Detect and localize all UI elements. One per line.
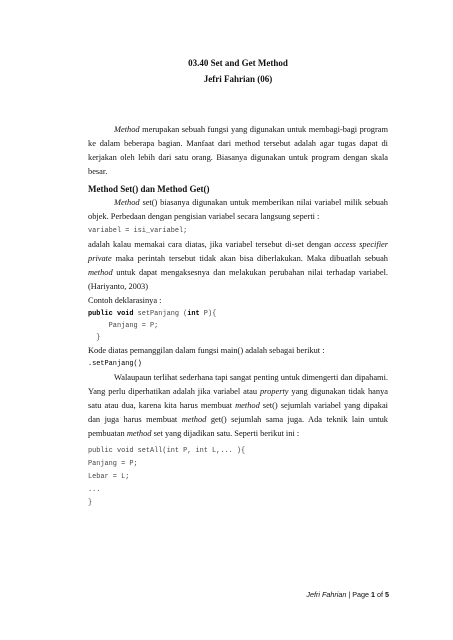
p1-term: Method xyxy=(114,198,140,207)
p4-text-d: get() sejumlah sama juga. Ada teknik lain untuk pembuatan xyxy=(88,415,388,438)
section-paragraph-4 xyxy=(88,371,388,441)
code-snippet-2-line-1 xyxy=(88,308,388,320)
code-snippet-3: .setPanjang() xyxy=(88,360,142,368)
footer-page-number: 1 xyxy=(371,590,375,599)
code-snippet-4 xyxy=(88,445,388,510)
footer-page-total: 5 xyxy=(385,590,389,599)
section-paragraph-1 xyxy=(88,196,388,224)
page-footer xyxy=(306,590,389,599)
code4-line: public void setAll(int P, int L,... ){ xyxy=(88,447,246,455)
p4-method-term-3: method xyxy=(126,429,152,438)
code2-keyword: public void xyxy=(88,310,134,318)
intro-term: Method xyxy=(114,125,140,134)
p1-text: set() biasanya digunakan untuk memberikan nilai variabel milik sebuah objek. Perbedaan dengan pengisian variabel secara langsung seperti : xyxy=(88,198,388,221)
code2-rest: setPanjang ( xyxy=(133,310,188,318)
p4-text-a: Walaupaun terlihat sederhana tapi sangat penting untuk dimengerti dan dipahami. Yang perlu diperhatikan adalah jika variabel atau xyxy=(88,373,388,396)
section-heading: Method Set() dan Method Get() xyxy=(88,184,210,194)
section-paragraph-2 xyxy=(88,238,388,294)
p2-text-b: maka perintah tersebut tidak akan bisa diberlakukan. Maka dibuatlah sebuah xyxy=(111,254,388,263)
intro-paragraph xyxy=(88,123,388,179)
p2-text-a: adalah kalau memakai cara diatas, jika variabel tersebut di-set dengan xyxy=(88,240,335,249)
code2-end: P){ xyxy=(199,310,217,318)
intro-text: merupakan sebuah fungsi yang digunakan untuk membagi-bagi program ke dalam beberapa bagian. Manfaat dari method tersebut adalah agar tugas dapat di kerjakan oleh lebih dari satu orang. Biasanya digunakan untuk program dengan skala besar. xyxy=(88,125,388,176)
footer-sep: | Page xyxy=(346,590,371,599)
footer-author: Jefri Fahrian xyxy=(306,590,347,599)
code2-int-keyword: int xyxy=(187,310,200,318)
p4-method-term-1: method xyxy=(235,401,260,410)
code-snippet-2-line-2: Panjang = P; xyxy=(88,322,159,330)
p4-method-term-2: method xyxy=(181,415,207,424)
section-paragraph-3: Kode diatas pemanggilan dalam fungsi main() adalah sebagai berikut : xyxy=(88,346,325,355)
p4-text-c: set() sejumlah variabel yang dipakai dan juga harus membuat xyxy=(88,401,388,424)
example-label: Contoh deklarasinya : xyxy=(88,296,162,305)
code-snippet-2-line-3: } xyxy=(88,334,101,342)
p4-property-term: property xyxy=(259,387,289,396)
code-snippet-1: variabel = isi_variabel; xyxy=(88,227,188,235)
code4-line: Panjang = P; xyxy=(88,460,138,468)
p4-text-e: set yang dijadikan satu. Seperti berikut ini : xyxy=(151,429,300,438)
p2-text-c: untuk dapat mengaksesnya dan melakukan perubahan nilai terhadap variabel. (Hariyanto, 2003) xyxy=(88,268,388,291)
page-content xyxy=(88,58,388,510)
p2-method-term: method xyxy=(88,268,113,277)
code4-line: Lebar = L; xyxy=(88,473,130,481)
code4-line: } xyxy=(88,499,93,507)
doc-title: 03.40 Set and Get Method xyxy=(188,58,288,68)
p2-access-term: access specifier private xyxy=(88,240,388,263)
code4-line: ... xyxy=(88,486,101,494)
footer-of: of xyxy=(375,590,385,599)
p4-text-b: yang digunakan tidak hanya satu atau dua, karena kita harus membuat xyxy=(88,387,388,410)
doc-author: Jefri Fahrian (06) xyxy=(203,74,273,84)
